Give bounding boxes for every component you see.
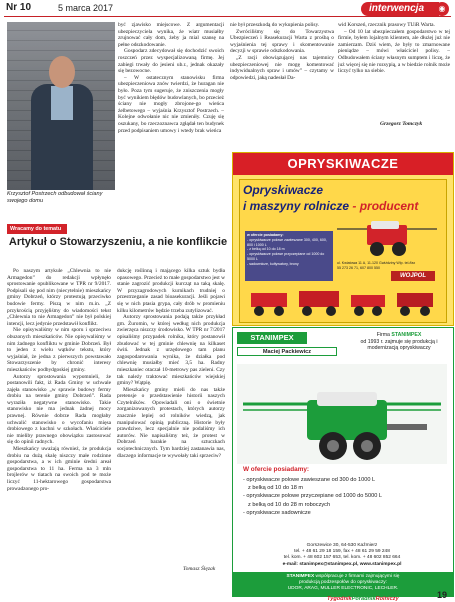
brand-part: Poradnik xyxy=(351,596,376,602)
ad-contact-person: Maciej Packiewicz xyxy=(237,347,337,356)
photo-person-shirt xyxy=(51,86,73,120)
paragraph: Gospodarz zdecydował się dochodzić swoich roszczeń przez wyspecjalizowaną firmę. Jej zabiegi trwały do jesieni ub.r., jednak okazały się bezowocne. xyxy=(118,48,224,75)
offer-line: - z belką od 10 do 18 m xyxy=(247,247,285,252)
article-title: Artykuł o Stowarzyszeniu, a nie konflikcie xyxy=(8,236,228,248)
paragraph: być zjawisko miejscowe. Z argumentacji ubezpieczyciela wynika, że wiatr musiałby zrujnować cały dom, żeby ja mial szansę na pełne odszkodowanie. xyxy=(118,22,224,48)
paragraph: Autorzy sprostowania podają także przykład gm. Żuromin, w której według nich produkcja zwierzęca niszczy środowisko. W TPR nr 7/2017 opisaliśmy przypadek rolnika, który postanowił zbudować w tej gminie chlewnię na kilkaset świń. Jednak z urzędowego tam planu zagospodarowania wynika, że działka pod chlewnię musiałby mieć 3,5 ha. Radny mieszkaniec otaczał 10-metrowy pas zieleni. Czy tak należy traktować mieszkańców wiejskiej gminy? Wątpię. xyxy=(117,314,225,387)
paragraph: – W ostatecznym stanowisku firma ubezpieczeniowa znów twierdzi, że huragan nie było. Poza tym sugeruje, że zniszczenia mogły być wynikiem błędów budowlanych, bo przecież ściany nie mogły zbrojone-go wieńca żelbetowego – wyjaśnia Krzysztof Postrzech. – Kolejne odwołanie nic nie zmieniły. Czuję się oszukany, bo rzeczoznawca zgłądał ten budynek przed podpisaniem umowy i wtedy brak wieńca xyxy=(118,74,224,134)
paragraph: dukcję roślinną i mającego kilka sztuk bydła opasowego. Przecież to małe gospodarstwo jest w stanie zagrozić produkcji kurcząt na taką skalę. W przyzagrodowych kurnikach trudniej o przestrzeganie zasad bioasekuracji. Jeśli pojawi się w nich ptasia grypa, cały drób w promieniu kilku kilometrów będzie trzeba zutylizować. xyxy=(117,268,225,314)
offer-line: - opryskiwacze polowe przyczepiane od 1000 do 5000 L xyxy=(243,493,382,500)
page-number: 19 xyxy=(437,590,448,600)
ad-address: ul. Kwiatowa 11 A, 11-120 Gwiździny Wlp. tel./fax 55 273 26 71, 607 800 550 xyxy=(337,261,416,270)
ad-offer-list xyxy=(243,476,447,517)
offer-line: - opryskiwacze polowe przyczepiane od 1000 do 5000 L xyxy=(247,252,325,261)
article-photo xyxy=(7,22,115,190)
header-rule xyxy=(4,16,451,17)
photo-person-head xyxy=(49,56,75,88)
ad-intro xyxy=(351,332,447,352)
section-banner: Wracamy do tematu xyxy=(7,224,67,234)
footer-text: współpracuje z firmami zajmującymi się xyxy=(314,574,400,579)
offer-line: - sadownicze, kultywatory, brony xyxy=(247,261,299,266)
contact-mobile: tel. kom. + 48 602 157 653, tel. kom. + 48 602 852 664 xyxy=(283,555,401,561)
section-badge: interwencja xyxy=(361,2,439,16)
ad-title-line2 xyxy=(243,199,418,213)
paragraph: – Od 10 lat ubezpieczałem gospodarstwo w tej firmie, byłem lojalnym klientem, ale dłużej już nie zamierzam. Dziś wiem, że były to zmarnowane pieniądze – mówi właściciel polisy. – Odbudowałem ściany własnym sumptem i liczę, że już więcej się nie rozsypią, a w biedzie rolnik może liczyć tylko na siebie. xyxy=(338,28,450,75)
ad-offer-list xyxy=(245,231,333,281)
contact-phone: tel. + 48 61 29 18 159, fax + 48 61 29 59 248 xyxy=(294,549,390,555)
footer-line: produkcją podzespołów do opryskiwaczy: xyxy=(299,580,387,586)
offer-line: w ofercie posiadamy: xyxy=(247,233,284,237)
paragraph: „Z racji obowiązującej nas tajemnicy ubezpieczeniowej nie mogę komentować indywidualnych spraw i umów” – czytamy w odpowiedzi, jaką nadesłał Da- xyxy=(230,54,334,81)
paragraph: Nie opisywaliśmy w nim sporu i sprzeciwu obuzonych mieszkańców. Nie opisywaliśmy w nim żadnego konfliktu w gminie Dobrzeń. Był to jeden z wielu wątków tekstu, który wyjaśniał, że jedna z pierwszych powstawało Stowarzyszenie by chronić interesy mieszkańców podbydgoskiej gminy. xyxy=(7,327,111,373)
offer-line: z belką od 10 do 28 m roboczych xyxy=(248,501,331,508)
brand-part: Rolniczy xyxy=(375,596,399,602)
sprayer-illustration xyxy=(337,215,437,259)
sprayer-photo xyxy=(237,364,447,464)
publication-brand xyxy=(327,596,399,602)
machines-row-illustration xyxy=(247,283,437,319)
ad-opryskiwacze xyxy=(232,152,454,326)
offer-line: - opryskiwacze polowe zawieszane 300, 400, 600, 800 i 1000 L xyxy=(247,237,327,247)
article-column-d xyxy=(338,22,450,150)
intro-text: Firma xyxy=(376,332,390,338)
photo-caption: Krzysztof Postrzech odbudował ściany swojego domu xyxy=(7,191,103,204)
footer-line: UDOR, ARAG, MULLER ELECTRONIC, LECHLER. xyxy=(287,586,399,592)
megaphone-icon: ◉ xyxy=(435,2,449,16)
offer-line: - opryskiwacze polowe zawieszane od 300 do 1000 L xyxy=(243,477,376,483)
issue-date: 5 marca 2017 xyxy=(58,3,114,13)
brand-part: Tygodnik xyxy=(327,596,352,602)
paragraph: wid Korszeń, rzecznik prasowy TUiR Warta. xyxy=(338,22,435,28)
author-signature: Tomasz Ślęzak xyxy=(183,566,216,572)
paragraph: nie był przeszkodą do wykupienia polisy. xyxy=(230,22,320,28)
paragraph: Mieszkańcy uważają również, że produkcja drobiu na dużą skalę niszczy małe rodzinne gospodarstwa, a w ich gminie średni areał gospodarstwa to 11 ha. Ferma na 3 mln brojlerów w tiatach na swoich pod te może liczyć 11-hektarowego gospodarstwa prowadzonego pro- xyxy=(7,446,111,492)
article-column-f xyxy=(117,268,225,568)
contact-email: e-mail: stanimpex@stanimpex.pl, www.stanimpex.pl xyxy=(282,561,402,567)
intro-firm: STANIMPEX xyxy=(391,332,422,338)
ad-brand-logo: WOJPOL xyxy=(391,271,435,281)
intro-text: od 1993 r. zajmuje się produkcją i modernizacją opryskiwaczy xyxy=(360,338,438,352)
article-column-c xyxy=(230,22,334,150)
ad-offer-title: W ofercie posiadamy: xyxy=(243,466,310,473)
ad-title-text: i maszyny rolnicze xyxy=(243,199,350,213)
ad-contact xyxy=(237,543,447,568)
paragraph: Zwróciliśmy się do Towarzystwa Ubezpieczeń i Reasekuracji Warta z prośbą o wyjaśnienia tej sprawy i skomentowanie decyzji w sprawie odszkodowania. xyxy=(230,28,334,55)
paragraph: Mieszkańcy gminy mieli do nas także pretensje o przedstawienie historii naszych Czytelników. Opowiadali oni o świetnie zorganizowanych protestach, których autorzy znacznie lepiej od rolników wiedzą, jak manipulować opinią publiczną. Historie były prawdziwe, lecz specjalnie nie podaliśmy ich autorów. Nie napisaliśmy też, że protest w Dobrzeń barakie na sztuczkach socjotechnicznych. Tym bardziej zastanawia nas, dlaczego informacje te wywołały taki sprzeciw? xyxy=(117,386,225,459)
ad-title-line1: Opryskiwacze xyxy=(243,183,324,197)
author-signature: Grzegorz Tomczyk xyxy=(380,121,423,127)
offer-line: - opryskiwacze sadownicze xyxy=(243,509,311,516)
paragraph: Autorzy sprostowania wypomnieli, że postanowili fakt, iż Rada Gminy w uchwale zajęła stanowisko „w sprawie budowy fermy drobiu na terenie gminy Dobrzeń”. Rada wyraziła negatywne stanowisko. Takie stanowisko nie ma jednak żadnej mocy prawnej. Równie dobrze Rada mogłaby uchwalić stanowisko o wycofaniu mięsa drobiowego z kuchni w szkołach. Właściciele nie mieliby prawnego obowiązku zastosować się do opinii radnych. xyxy=(7,373,111,446)
paragraph: Po naszym artykule „Chlewnia to nie Armagedon” do redakcji wpłynęło sprostowanie opublikowane w TPR nr 9/2017. Podpisali się pod nim (niecytelnie) mieszkańcy gminy Dobrzeń, którzy protestują przeciwko budowie fermy. Piszą w nim m.in. „Z przykrością przyjęliśmy do wiadomości tekst „Chlewnia to nie Armagedon” nie był polskiej intencji, lecz jedynie przedstawił konflikt. xyxy=(7,268,111,327)
issue-number: Nr 10 xyxy=(6,2,32,13)
article-column-e xyxy=(7,268,111,580)
contact-address: Gorszewice 30, 64-530 Kaźmierz xyxy=(306,543,378,548)
stanimpex-logo: STANIMPEX xyxy=(237,332,307,344)
ad-title-producer: - producent xyxy=(349,199,419,213)
ad-footer xyxy=(233,572,453,596)
footer-firm: STANIMPEX xyxy=(286,574,315,579)
article-column-b xyxy=(118,22,224,222)
offer-line: z belką od 10 do 18 m xyxy=(248,485,304,492)
ad-stanimpex xyxy=(232,327,454,597)
ad-header: OPRYSKIWACZE xyxy=(233,153,453,175)
